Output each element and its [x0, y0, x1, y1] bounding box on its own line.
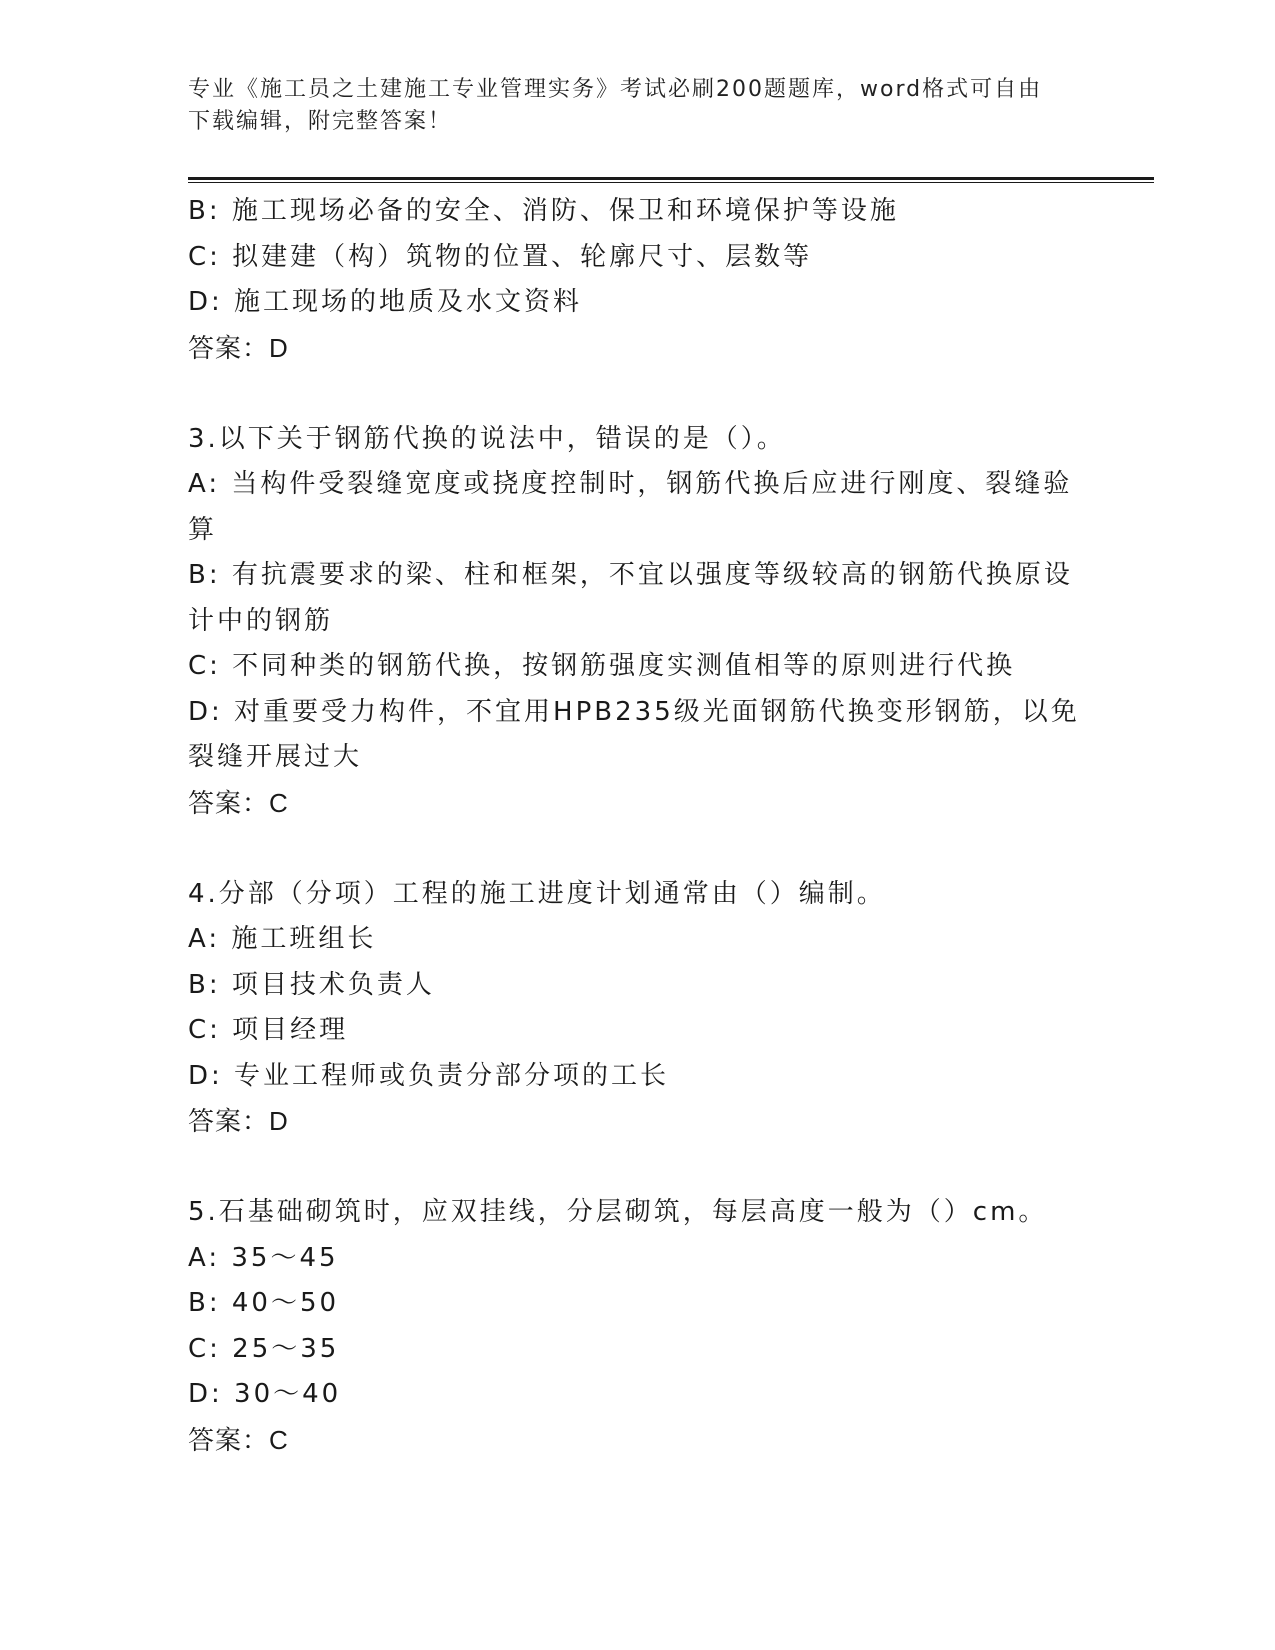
question-spacer — [188, 1145, 1068, 1191]
answer-line: 答案：D — [188, 1106, 289, 1136]
option-b-continued: 计中的钢筋 — [188, 605, 334, 636]
option-d: D: 30～40 — [188, 1379, 342, 1409]
header-rule-thin — [188, 182, 1154, 183]
question-4 — [188, 872, 1068, 1145]
question-stem: 5.石基础砌筑时，应双挂线，分层砌筑，每层高度一般为（）cm。 — [188, 1197, 1048, 1227]
question-2-continuation — [188, 189, 1068, 371]
option-a-continued: 算 — [188, 514, 218, 545]
option-a: A: 35～45 — [188, 1242, 339, 1273]
question-spacer — [188, 826, 1068, 872]
question-spacer — [188, 371, 1068, 417]
option-d: D: 对重要受力构件，不宜用HPB235级光面钢筋代换变形钢筋，以免 — [188, 696, 1080, 727]
header-rule-thick — [188, 177, 1154, 180]
option-b: B: 40～50 — [188, 1288, 340, 1318]
option-c: C: 不同种类的钢筋代换，按钢筋强度实测值相等的原则进行代换 — [188, 651, 1016, 681]
answer-line: 答案：D — [188, 332, 289, 363]
option-a: A: 当构件受裂缝宽度或挠度控制时，钢筋代换后应进行刚度、裂缝验 — [188, 469, 1073, 499]
header-line-2: 下载编辑，附完整答案！ — [188, 109, 453, 134]
option-b: B: 施工现场必备的安全、消防、保卫和环境保护等设施 — [188, 196, 899, 226]
question-5 — [188, 1190, 1068, 1463]
option-b: B: 有抗震要求的梁、柱和框架，不宜以强度等级较高的钢筋代换原设 — [188, 560, 1073, 590]
option-d-continued: 裂缝开展过大 — [188, 742, 363, 772]
option-d: D: 施工现场的地质及水文资料 — [188, 287, 583, 317]
question-3 — [188, 417, 1080, 827]
option-c: C: 拟建建（构）筑物的位置、轮廓尺寸、层数等 — [188, 241, 813, 272]
option-a: A: 施工班组长 — [188, 924, 377, 954]
question-stem: 4.分部（分项）工程的施工进度计划通常由（）编制。 — [188, 878, 886, 909]
option-c: C: 25～35 — [188, 1333, 340, 1364]
answer-line: 答案：C — [188, 1424, 289, 1455]
answer-line: 答案：C — [188, 787, 289, 818]
option-d: D: 专业工程师或负责分部分项的工长 — [188, 1060, 670, 1091]
question-stem: 3.以下关于钢筋代换的说法中，错误的是（）。 — [188, 423, 786, 454]
header-line-1: 专业《施工员之土建施工专业管理实务》考试必刷200题题库，word格式可自由 — [188, 77, 1043, 102]
document-header — [188, 74, 1068, 138]
option-c: C: 项目经理 — [188, 1015, 349, 1045]
option-b: B: 项目技术负责人 — [188, 969, 435, 1000]
question-list — [188, 189, 1080, 1463]
